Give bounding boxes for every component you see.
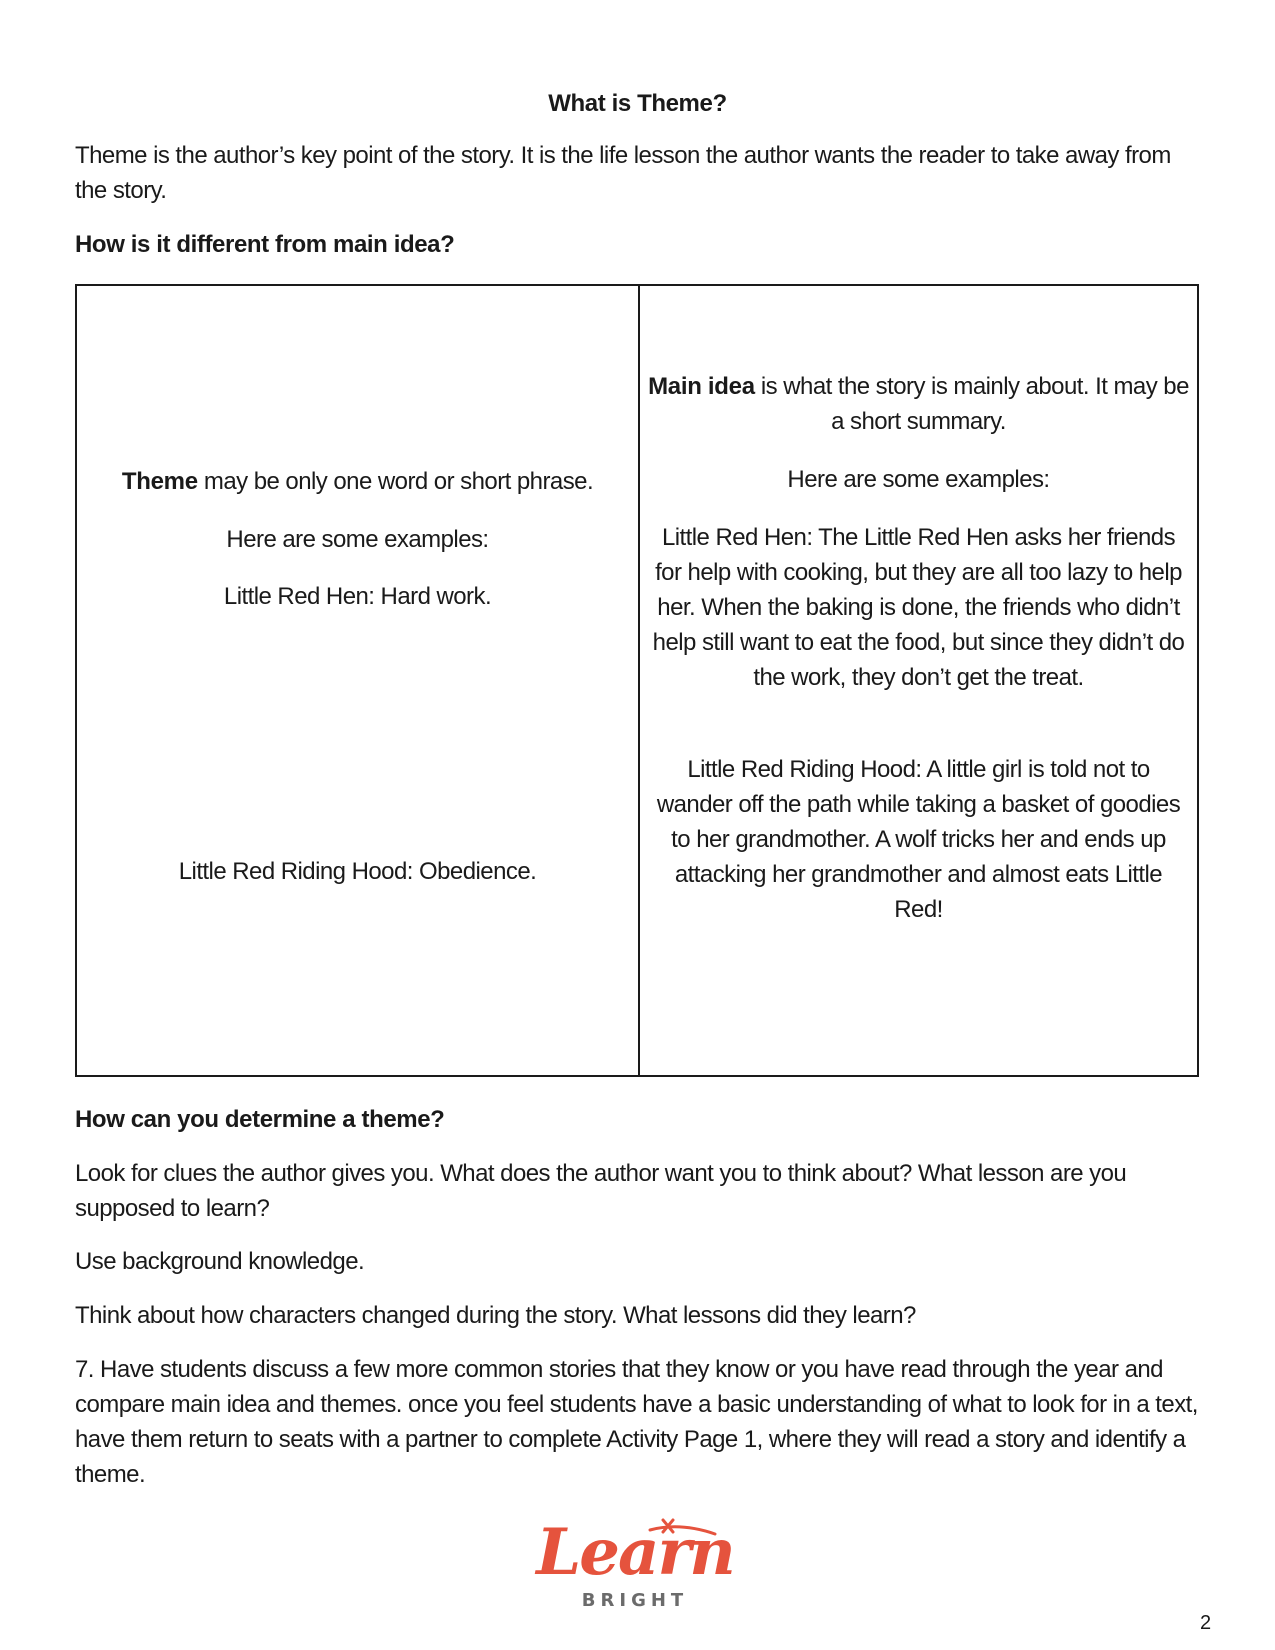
theme-column bbox=[77, 286, 640, 1075]
theme-examples-label: Here are some examples: bbox=[226, 526, 489, 553]
theme-definition-text: may be only one word or short phrase. bbox=[197, 468, 594, 495]
main-idea-examples-label: Here are some examples: bbox=[787, 466, 1050, 493]
main-idea-definition bbox=[648, 369, 1189, 439]
page-title: What is Theme? bbox=[548, 90, 727, 117]
clue-look-for-clues: Look for clues the author gives you. What does the author want you to think about? What lesson are you supposed to learn? bbox=[75, 1160, 1127, 1222]
main-idea-example-hen: Little Red Hen: The Little Red Hen asks her friends for help with cooking, but they are all too lazy to help her. When the baking is done, the friends who didn’t help still want to eat the food, but since they didn’t do the work, they don’t get the treat. bbox=[652, 524, 1185, 691]
intro-paragraph: Theme is the author’s key point of the story. It is the life lesson the author wants the reader to take away from the story. bbox=[75, 142, 1171, 204]
main-idea-definition-text: is what the story is mainly about. It may be a short summary. bbox=[754, 373, 1189, 435]
logo-word: Learn bbox=[536, 1515, 734, 1590]
heading-determine: How can you determine a theme? bbox=[75, 1106, 445, 1133]
learn-bright-logo bbox=[530, 1515, 740, 1618]
comparison-table bbox=[75, 284, 1199, 1077]
clue-background-knowledge: Use background knowledge. bbox=[75, 1248, 365, 1275]
main-idea-example-riding-hood: Little Red Riding Hood: A little girl is told not to wander off the path while taking a basket of goodies to her grandmother. A wolf tricks her and ends up attacking her grandmother and almost eats Little Red! bbox=[656, 756, 1181, 923]
theme-example-riding-hood: Little Red Riding Hood: Obedience. bbox=[178, 858, 537, 885]
main-idea-term: Main idea bbox=[648, 373, 755, 400]
clue-characters-changed: Think about how characters changed during the story. What lessons did they learn? bbox=[75, 1302, 916, 1329]
heading-difference: How is it different from main idea? bbox=[75, 231, 455, 258]
main-idea-column bbox=[640, 286, 1197, 1075]
logo-subtitle: BRIGHT bbox=[581, 1590, 689, 1611]
theme-definition bbox=[77, 464, 638, 499]
theme-term: Theme bbox=[121, 468, 198, 495]
page-number: 2 bbox=[1200, 1612, 1212, 1634]
step-7-paragraph: 7. Have students discuss a few more common stories that they know or you have read through the year and compare main idea and themes. once you feel students have a basic understanding of what to look for in a text, have them return to seats with a partner to complete Activity Page 1, where they will read a story and identify a theme. bbox=[75, 1356, 1198, 1488]
theme-example-hen: Little Red Hen: Hard work. bbox=[223, 583, 492, 610]
